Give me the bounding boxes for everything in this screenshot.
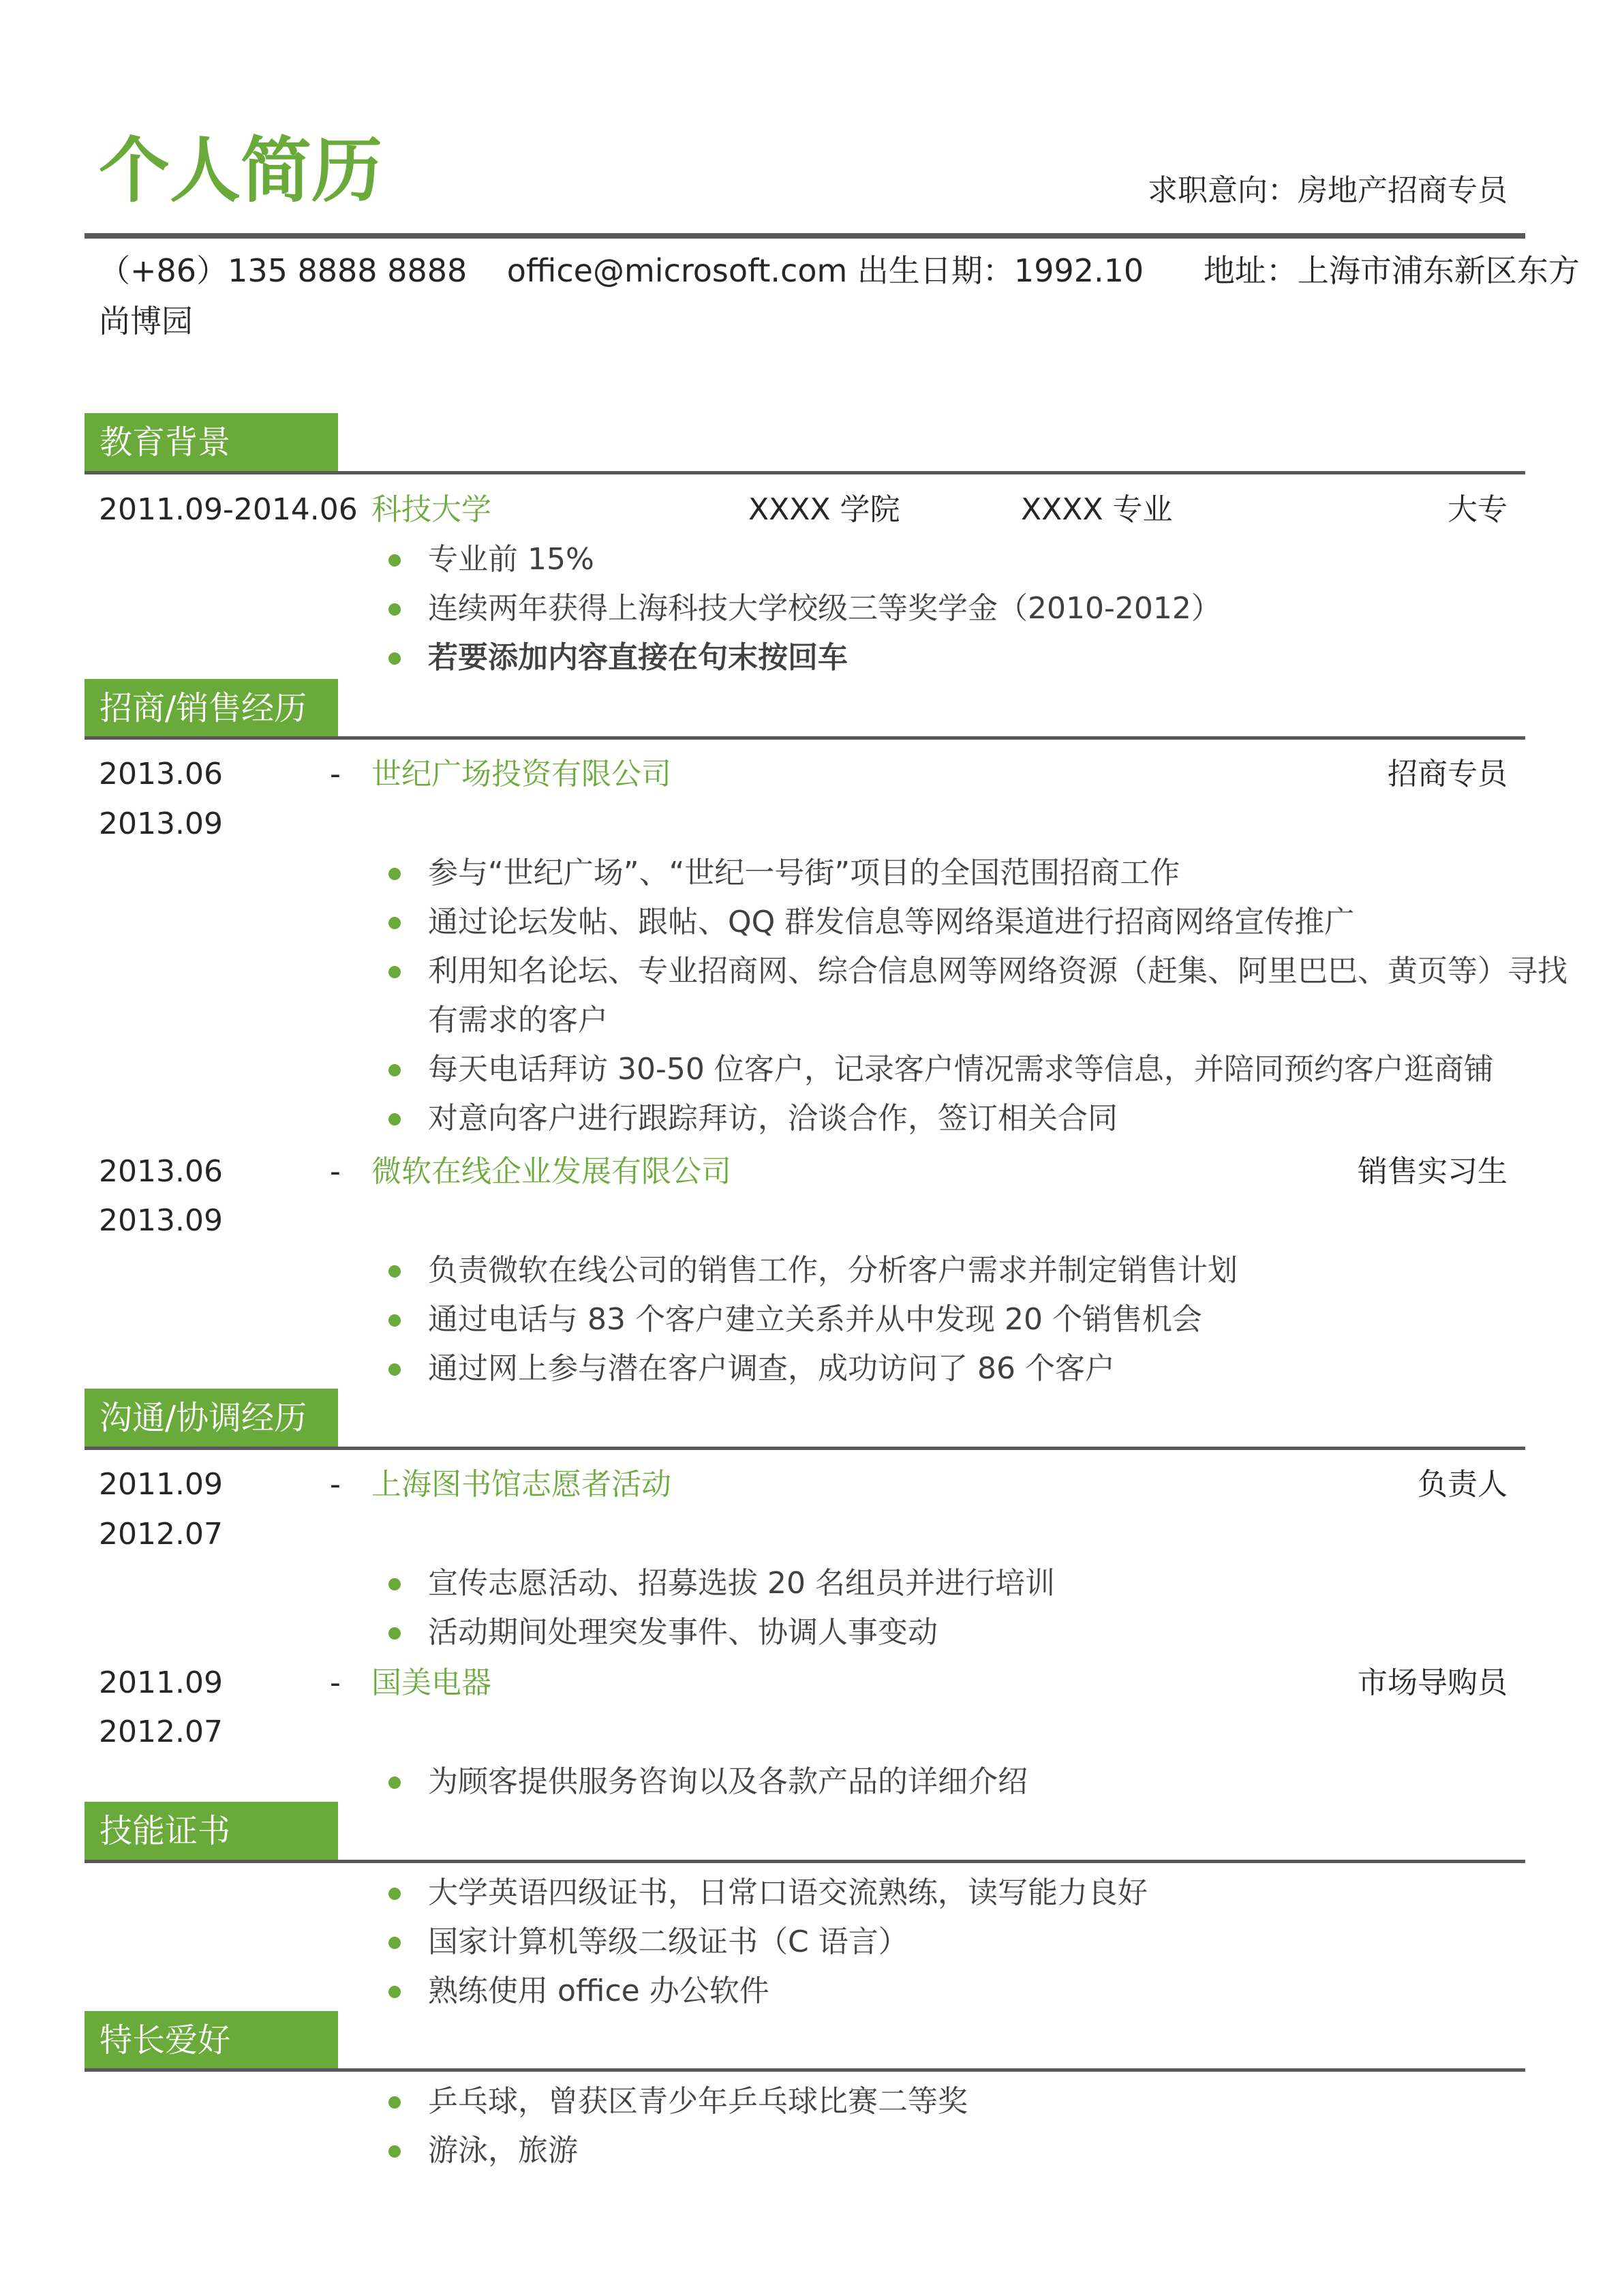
list-item: 负责微软在线公司的销售工作，分析客户需求并制定销售计划 xyxy=(388,1246,1238,1295)
job-bullets xyxy=(388,1246,1238,1393)
skills-bullets xyxy=(388,1869,1148,2016)
list-item: 若要添加内容直接在句末按回车 xyxy=(388,633,1221,682)
address-continued: 尚博园 xyxy=(99,303,193,339)
bullet-dot-icon xyxy=(388,2096,401,2109)
bullet-dot-icon xyxy=(388,1888,401,1900)
section-title-hobbies: 特长爱好 xyxy=(85,2011,338,2070)
bullet-dot-icon xyxy=(388,1064,401,1076)
bullet-dot-icon xyxy=(388,554,401,567)
bullet-dot-icon xyxy=(388,1113,401,1126)
list-item: 对意向客户进行跟踪拜访，洽谈合作，签订相关合同 xyxy=(388,1094,1567,1143)
list-item: 大学英语四级证书，日常口语交流熟练，读写能力良好 xyxy=(388,1869,1148,1918)
list-item: 熟练使用 office 办公软件 xyxy=(388,1967,1148,2016)
list-item: 乒乓球，曾获区青少年乒乓球比赛二等奖 xyxy=(388,2077,968,2126)
header-divider xyxy=(85,233,1525,239)
job-bullets xyxy=(388,849,1567,1143)
activity-bullets xyxy=(388,1559,1055,1657)
bullet-dot-icon xyxy=(388,1314,401,1327)
section-divider xyxy=(85,2068,1525,2072)
job-start-date: 2013.06 xyxy=(99,1154,223,1189)
activity-role: 负责人 xyxy=(1418,1467,1508,1502)
activity-name: 上海图书馆志愿者活动 xyxy=(371,1467,671,1502)
list-item: 每天电话拜访 30-50 位客户，记录客户情况需求等信息，并陪同预约客户逛商铺 xyxy=(388,1045,1567,1094)
major-name: XXXX 专业 xyxy=(1021,492,1173,527)
date-dash: - xyxy=(330,1665,341,1700)
education-date: 2011.09-2014.06 xyxy=(99,492,358,527)
bullet-dot-icon xyxy=(388,1265,401,1278)
list-item: 通过电话与 83 个客户建立关系并从中发现 20 个销售机会 xyxy=(388,1295,1238,1344)
bullet-dot-icon xyxy=(388,917,401,929)
list-item: 宣传志愿活动、招募选拔 20 名组员并进行培训 xyxy=(388,1559,1055,1608)
bullet-dot-icon xyxy=(388,1627,401,1640)
bullet-dot-icon xyxy=(388,1937,401,1949)
job-objective: 求职意向：房地产招商专员 xyxy=(1148,173,1508,208)
section-title-sales: 招商/销售经历 xyxy=(85,679,338,738)
section-divider xyxy=(85,1447,1525,1450)
bullet-dot-icon xyxy=(388,1777,401,1789)
contact-info xyxy=(99,245,1580,346)
activity-name: 国美电器 xyxy=(371,1665,491,1700)
list-item: 游泳，旅游 xyxy=(388,2126,968,2175)
hobbies-bullets xyxy=(388,2077,968,2175)
job-end-date: 2012.07 xyxy=(99,1715,223,1749)
list-item: 利用知名论坛、专业招商网、综合信息网等网络资源（赶集、阿里巴巴、黄页等）寻找 xyxy=(388,947,1567,996)
job-end-date: 2012.07 xyxy=(99,1517,223,1552)
date-dash: - xyxy=(330,1467,341,1502)
degree: 大专 xyxy=(1448,492,1508,527)
bullet-dot-icon xyxy=(388,652,401,665)
bullet-dot-icon xyxy=(388,1363,401,1376)
job-role: 招商专员 xyxy=(1388,757,1508,791)
section-title-skills: 技能证书 xyxy=(85,1802,338,1860)
job-start-date: 2013.06 xyxy=(99,757,223,791)
date-dash: - xyxy=(330,757,341,791)
bullet-dot-icon xyxy=(388,2145,401,2158)
company-name: 微软在线企业发展有限公司 xyxy=(371,1154,731,1189)
bullet-dot-icon xyxy=(388,1986,401,1998)
job-end-date: 2013.09 xyxy=(99,1203,223,1238)
section-divider xyxy=(85,1860,1525,1863)
list-item: 专业前 15% xyxy=(388,535,1221,584)
birth-date: 出生日期：1992.10 xyxy=(857,252,1144,289)
activity-bullets xyxy=(388,1757,1028,1807)
list-item: 国家计算机等级二级证书（C 语言） xyxy=(388,1918,1148,1967)
list-item-continued: 有需求的客户 xyxy=(428,1003,608,1038)
list-item: 连续两年获得上海科技大学校级三等奖学金（2010-2012） xyxy=(388,584,1221,633)
bullet-dot-icon xyxy=(388,966,401,978)
section-title-education: 教育背景 xyxy=(85,413,338,472)
bullet-dot-icon xyxy=(388,603,401,616)
college-name: XXXX 学院 xyxy=(748,492,900,527)
education-bullets xyxy=(388,535,1221,682)
school-name: 科技大学 xyxy=(371,492,491,527)
company-name: 世纪广场投资有限公司 xyxy=(371,757,671,791)
address: 地址：上海市浦东新区东方 xyxy=(1203,252,1580,289)
job-start-date: 2011.09 xyxy=(99,1665,223,1700)
job-start-date: 2011.09 xyxy=(99,1467,223,1502)
section-divider xyxy=(85,471,1525,474)
job-end-date: 2013.09 xyxy=(99,806,223,841)
list-item: 参与“世纪广场”、“世纪一号街”项目的全国范围招商工作 xyxy=(388,849,1567,898)
email: office@microsoft.com xyxy=(506,252,848,289)
section-divider xyxy=(85,736,1525,740)
job-role: 销售实习生 xyxy=(1358,1154,1508,1189)
list-item: 活动期间处理突发事件、协调人事变动 xyxy=(388,1608,1055,1657)
list-item: 为顾客提供服务咨询以及各款产品的详细介绍 xyxy=(388,1757,1028,1807)
phone: （+86）135 8888 8888 xyxy=(99,252,468,289)
bullet-dot-icon xyxy=(388,1578,401,1590)
activity-role: 市场导购员 xyxy=(1358,1665,1508,1700)
page-title: 个人简历 xyxy=(99,129,383,212)
list-item: 通过论坛发帖、跟帖、QQ 群发信息等网络渠道进行招商网络宣传推广 xyxy=(388,898,1567,947)
section-title-communication: 沟通/协调经历 xyxy=(85,1389,338,1447)
date-dash: - xyxy=(330,1154,341,1189)
list-item: 通过网上参与潜在客户调查，成功访问了 86 个客户 xyxy=(388,1344,1238,1393)
bullet-dot-icon xyxy=(388,868,401,880)
